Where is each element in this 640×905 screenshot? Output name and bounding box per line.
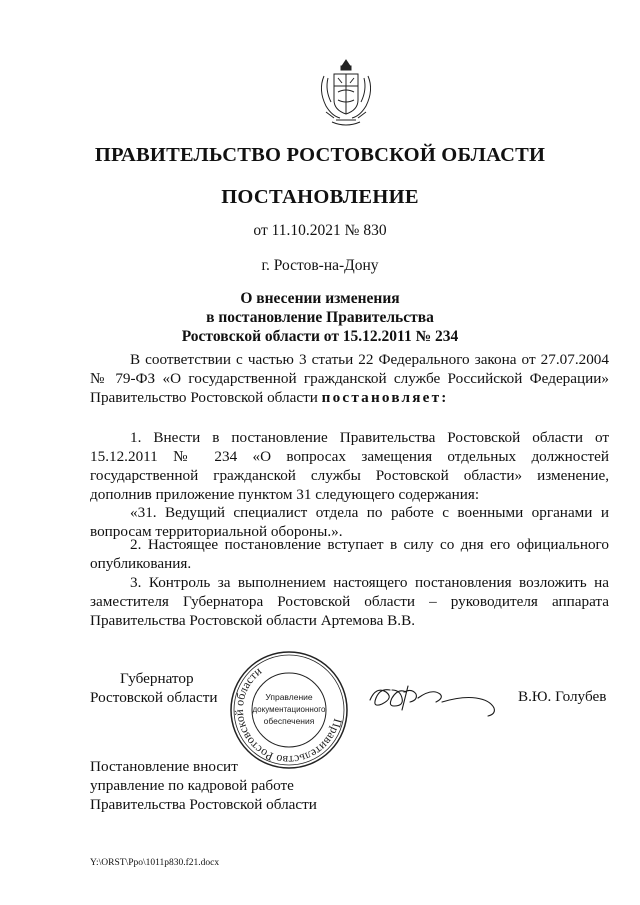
signer-name: В.Ю. Голубев: [518, 688, 607, 705]
position-line: Ростовской области: [90, 689, 218, 706]
subject-line: Ростовской области от 15.12.2011 № 234: [181, 328, 459, 345]
item-2-paragraph: 2. Настоящее постановление вступает в силу со дня его официального опубликования.: [90, 536, 609, 572]
resolution-verb: постановляет:: [321, 389, 449, 406]
preamble-text: В соответствии с частью 3 статьи 22 Федерального закона от 27.07.2004 № 79-ФЗ «О государственной гражданской службе Российской Федерации» Правительство Ростовской области: [90, 351, 609, 406]
date-number-line: от 11.10.2021 № 830: [253, 222, 387, 239]
signer-position: [90, 669, 218, 707]
coat-of-arms-icon: [316, 56, 376, 128]
item-1-paragraph: 1. Внести в постановление Правительства Ростовской области от 15.12.2011 № 234 «О вопросах замещения отдельных должностей государственной гражданской службы Ростовской области» изменение, дополнив приложение пунктом 31 следующего содержания:: [90, 429, 609, 503]
submitter-line: Правительства Ростовской области: [90, 796, 317, 813]
stamp-inner-line: документационного: [252, 705, 326, 714]
stamp-ring-text: Правительство Ростовской области: [231, 663, 346, 768]
subject-line: О внесении изменения: [240, 290, 400, 307]
preamble-paragraph: [90, 350, 609, 407]
file-path: Y:\ORST\Ppo\1011p830.f21.docx: [90, 858, 220, 868]
item-3-paragraph: 3. Контроль за выполнением настоящего постановления возложить на заместителя Губернатора Ростовской области – руководителя аппарата Правительства Ростовской области Артемова В.В.: [90, 574, 609, 629]
stamp-inner-line: Управление: [265, 692, 313, 702]
city-line: г. Ростов-на-Дону: [261, 257, 379, 274]
document-subject: [0, 289, 640, 346]
document-type: ПОСТАНОВЛЕНИЕ: [221, 186, 419, 208]
government-title: ПРАВИТЕЛЬСТВО РОСТОВСКОЙ ОБЛАСТИ: [94, 144, 546, 166]
submitter-line: Постановление вносит: [90, 758, 238, 775]
submitter-line: управление по кадровой работе: [90, 777, 294, 794]
official-stamp: [227, 648, 351, 772]
submitter-block: [90, 757, 317, 814]
subject-line: в постановление Правительства: [206, 309, 434, 326]
stamp-inner-line: обеспечения: [263, 716, 315, 726]
item-1-quote: «31. Ведущий специалист отдела по работе с военными органами и вопросам территориальной обороны.».: [90, 504, 609, 540]
handwritten-signature: [362, 672, 497, 720]
position-line: Губернатор: [120, 670, 194, 687]
